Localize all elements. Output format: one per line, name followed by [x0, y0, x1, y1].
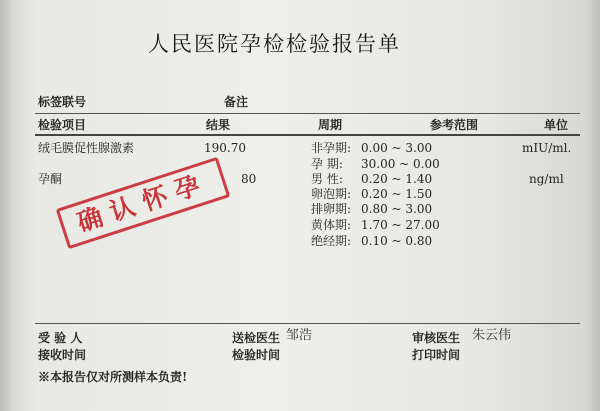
reference-period-row: 非孕期: — [311, 141, 352, 155]
column-header-reference-range: 参考范围 — [430, 118, 479, 132]
header-bottom-rule — [35, 134, 580, 136]
report-title: 人民医院孕检检验报告单 — [148, 32, 401, 56]
receive-time-label: 接收时间 — [38, 348, 87, 362]
receiver-label: 受 验 人 — [38, 331, 83, 345]
reference-range-row: 0.20 ~ 1.50 — [361, 187, 433, 201]
sender-label: 送检医生 — [232, 331, 281, 345]
header-top-rule — [35, 113, 580, 114]
test-result-hcg: 190.70 — [204, 141, 246, 155]
test-unit-hcg: mIU/ml. — [522, 141, 572, 155]
footer-top-rule — [35, 323, 580, 324]
reference-period-row: 卵泡期: — [311, 187, 352, 201]
reference-range-row: 0.20 ~ 1.40 — [361, 172, 433, 186]
test-result-progesterone: 80 — [241, 172, 257, 186]
test-time-label: 检验时间 — [232, 348, 281, 362]
reference-period-row: 排卵期: — [311, 202, 352, 216]
reference-period-row: 男 性: — [311, 172, 343, 186]
print-time-label: 打印时间 — [412, 348, 461, 362]
reference-range-row: 1.70 ~ 27.00 — [361, 218, 440, 232]
reference-period-row: 孕 期: — [311, 157, 343, 171]
reference-period-row: 黄体期: — [311, 218, 352, 232]
sender-name: 邹浩 — [286, 328, 313, 343]
paper-left-shadow — [0, 0, 14, 411]
reference-period-row: 绝经期: — [311, 234, 352, 248]
reference-range-row: 0.10 ~ 0.80 — [361, 234, 433, 248]
confirmation-stamp — [56, 157, 231, 249]
reference-range-row: 0.00 ~ 3.00 — [361, 141, 433, 155]
test-name-progesterone: 孕酮 — [38, 172, 63, 186]
sample-id-label: 标签联号 — [38, 95, 87, 109]
test-unit-progesterone: ng/ml — [529, 172, 564, 186]
paper-right-shadow — [586, 0, 600, 411]
column-header-unit: 单位 — [544, 118, 569, 132]
reviewer-name: 朱云伟 — [472, 328, 512, 343]
reference-range-row: 0.80 ~ 3.00 — [361, 202, 433, 216]
reference-range-row: 30.00 ~ 0.00 — [361, 157, 440, 171]
column-header-period: 周期 — [318, 118, 343, 132]
test-name-hcg: 绒毛膜促性腺激素 — [38, 141, 135, 155]
reviewer-label: 审核医生 — [412, 331, 461, 345]
remark-label: 备注 — [224, 95, 249, 109]
column-header-item: 检验项目 — [38, 118, 87, 132]
column-header-result: 结果 — [206, 118, 231, 132]
report-note: ※本报告仅对所测样本负责! — [38, 370, 188, 384]
stamp-text: 确认怀孕 — [73, 167, 212, 238]
